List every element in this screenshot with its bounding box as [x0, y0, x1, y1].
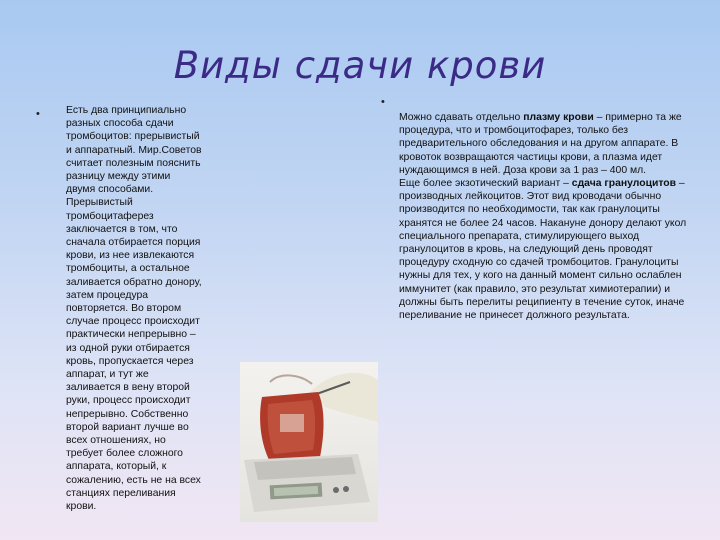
- right-body-text: [399, 111, 689, 322]
- left-bullet: •: [36, 108, 40, 120]
- plasma-term: плазму крови: [523, 112, 594, 123]
- slide-title: Виды сдачи крови: [173, 44, 547, 87]
- plasma-text-intro: Можно сдавать отдельно: [399, 112, 524, 123]
- granulocyte-text-rest: – производных лейкоцитов. Этот вид кроводачи обычно производится по необходимости, так как гранулоциты хранятся не более 24 часов. Накануне донору делают укол специального препарата, стимулирующего выход гранулоцитов в кровь, на следующий день проводят процедуру сходную со сдачей тромбоцитов. Гранулоциты нужны для тех, у кого на данный момент сильно ослаблен иммунитет (как правило, это результат химиотерапии) и должны быть перелиты реципиенту в течение суток, иначе переливание не принесет должного результата.: [399, 178, 687, 322]
- blood-bag-photo: [240, 362, 378, 522]
- granulocyte-term: сдача гранулоцитов: [571, 178, 677, 190]
- right-bullet: •: [381, 96, 385, 108]
- granulocyte-text-intro: Еще более экзотический вариант –: [399, 178, 572, 190]
- left-body-text: Есть два принципиально разных способа сдачи тромбоцитов: прерывистый и аппаратный. Мир.Советов считает полезным пояснить разницу между этими двумя способами. Прерывистый тромбоцитаферез заключается в том, что сначала отбирается порция крови, из нее извлекаются тромбоциты, а остальное заливается обратно донору, затем процедура повторяется. Во втором случае процесс происходит практически непрерывно – из одной руки отбирается кровь, пропускается через аппарат, и тут же заливается в вену второй руки, процесс происходит непрерывно. Собственно второй вариант лучше во всех отношениях, но требует более сложного аппарата, который, к сожалению, есть не на всех станциях переливания крови.: [66, 105, 202, 513]
- plasma-text-rest: – примерно та же процедура, что и тромбоцитофарез, только без предварительного обследования и на другом аппарате. В кровоток возвращаются частицы крови, а плазма идет нуждающимся в ней. Доза крови за 1 раз – 400 мл.: [399, 112, 682, 176]
